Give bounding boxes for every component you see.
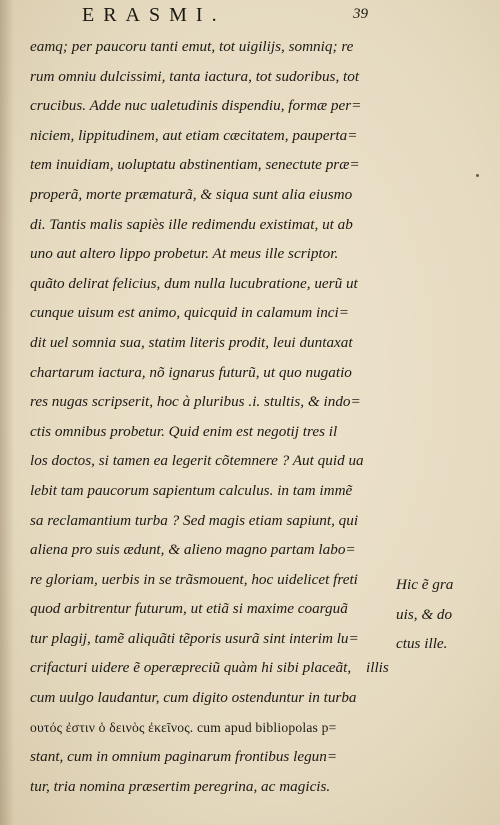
- text-line: tur, tria nomina præsertim peregrina, ac magicis.: [30, 777, 331, 795]
- marginal-note-line: ctus ille.: [396, 635, 448, 653]
- marginal-note: [396, 570, 500, 659]
- text-line: crifacturi uidere ẽ operæpreciũ quàm hi sibi placeãt,: [30, 659, 352, 677]
- body-text: [30, 32, 390, 801]
- text-line: dit uel somnia sua, statim literis prodit, leui duntaxat: [30, 333, 353, 351]
- page-number: 39: [353, 6, 368, 22]
- text-line: tem inuidiam, uoluptatu abstinentiam, senectute præ=: [30, 156, 360, 174]
- text-line: re gloriam, uerbis in se trãsmouent, hoc uidelicet freti: [30, 570, 358, 588]
- text-line: aliena pro suis ædunt, & alieno magno partam labo=: [30, 541, 356, 559]
- text-line: eamq; per paucoru tanti emut, tot uigilijs, somniq; re: [30, 38, 354, 55]
- gutter-shadow: [0, 0, 14, 825]
- greek-text-line: ουτός ἐστιν ὁ δεινὸς ἐκεῖνος. cum apud bibliopolas p=: [30, 719, 337, 735]
- running-head: ERASMI.: [82, 4, 226, 26]
- text-line: properã, morte præmaturã, & siqua sunt alia eiusmo: [30, 185, 353, 203]
- text-line: quod arbitrentur futurum, ut etiã si maxime coarguã: [30, 600, 348, 618]
- text-line: crucibus. Adde nuc ualetudinis dispendiu, formæ per=: [30, 97, 362, 115]
- text-line: tur plagij, tamẽ aliquãti tẽporis usurã sint interim lu=: [30, 629, 359, 647]
- text-line: res nugas scripserit, hoc à pluribus .i. stultis, & indo=: [30, 393, 361, 411]
- text-line: uno aut altero lippo probetur. At meus ille scriptor.: [30, 245, 339, 263]
- marginal-note-line: uis, & do: [396, 605, 453, 623]
- text-line: stant, cum in omnium paginarum frontibus legun=: [30, 748, 338, 766]
- marginal-note-line: Hic ẽ gra: [396, 576, 454, 593]
- text-line: di. Tantis malis sapiès ille redimendu existimat, ut ab: [30, 215, 353, 233]
- text-line: chartarum iactura, nõ ignarus futurũ, ut quo nugatio: [30, 363, 352, 381]
- text-line: sa reclamantium turba ? Sed magis etiam sapiunt, qui: [30, 511, 359, 529]
- text-line: niciem, lippitudinem, aut etiam cæcitatem, pauperta=: [30, 126, 358, 144]
- paper-blemish: [476, 174, 479, 177]
- page-header: [0, 4, 500, 30]
- text-line: los doctos, si tamen ea legerit cõtemnere ? Aut quid ua: [30, 452, 364, 470]
- text-line: rum omniu dulcissimi, tanta iactura, tot sudoribus, tot: [30, 67, 360, 85]
- text-line: lebit tam paucorum sapientum calculus. in tam immẽ: [30, 481, 353, 499]
- text-line: quãto delirat felicius, dum nulla lucubratione, uerũ ut: [30, 274, 358, 292]
- text-line: cum uulgo laudantur, cum digito ostenduntur in turba: [30, 689, 357, 707]
- text-line: ctis omnibus probetur. Quid enim est negotij tres il: [30, 422, 338, 440]
- catchword: illis: [366, 659, 389, 676]
- text-line: cunque uisum est animo, quicquid in calamum inci=: [30, 304, 350, 322]
